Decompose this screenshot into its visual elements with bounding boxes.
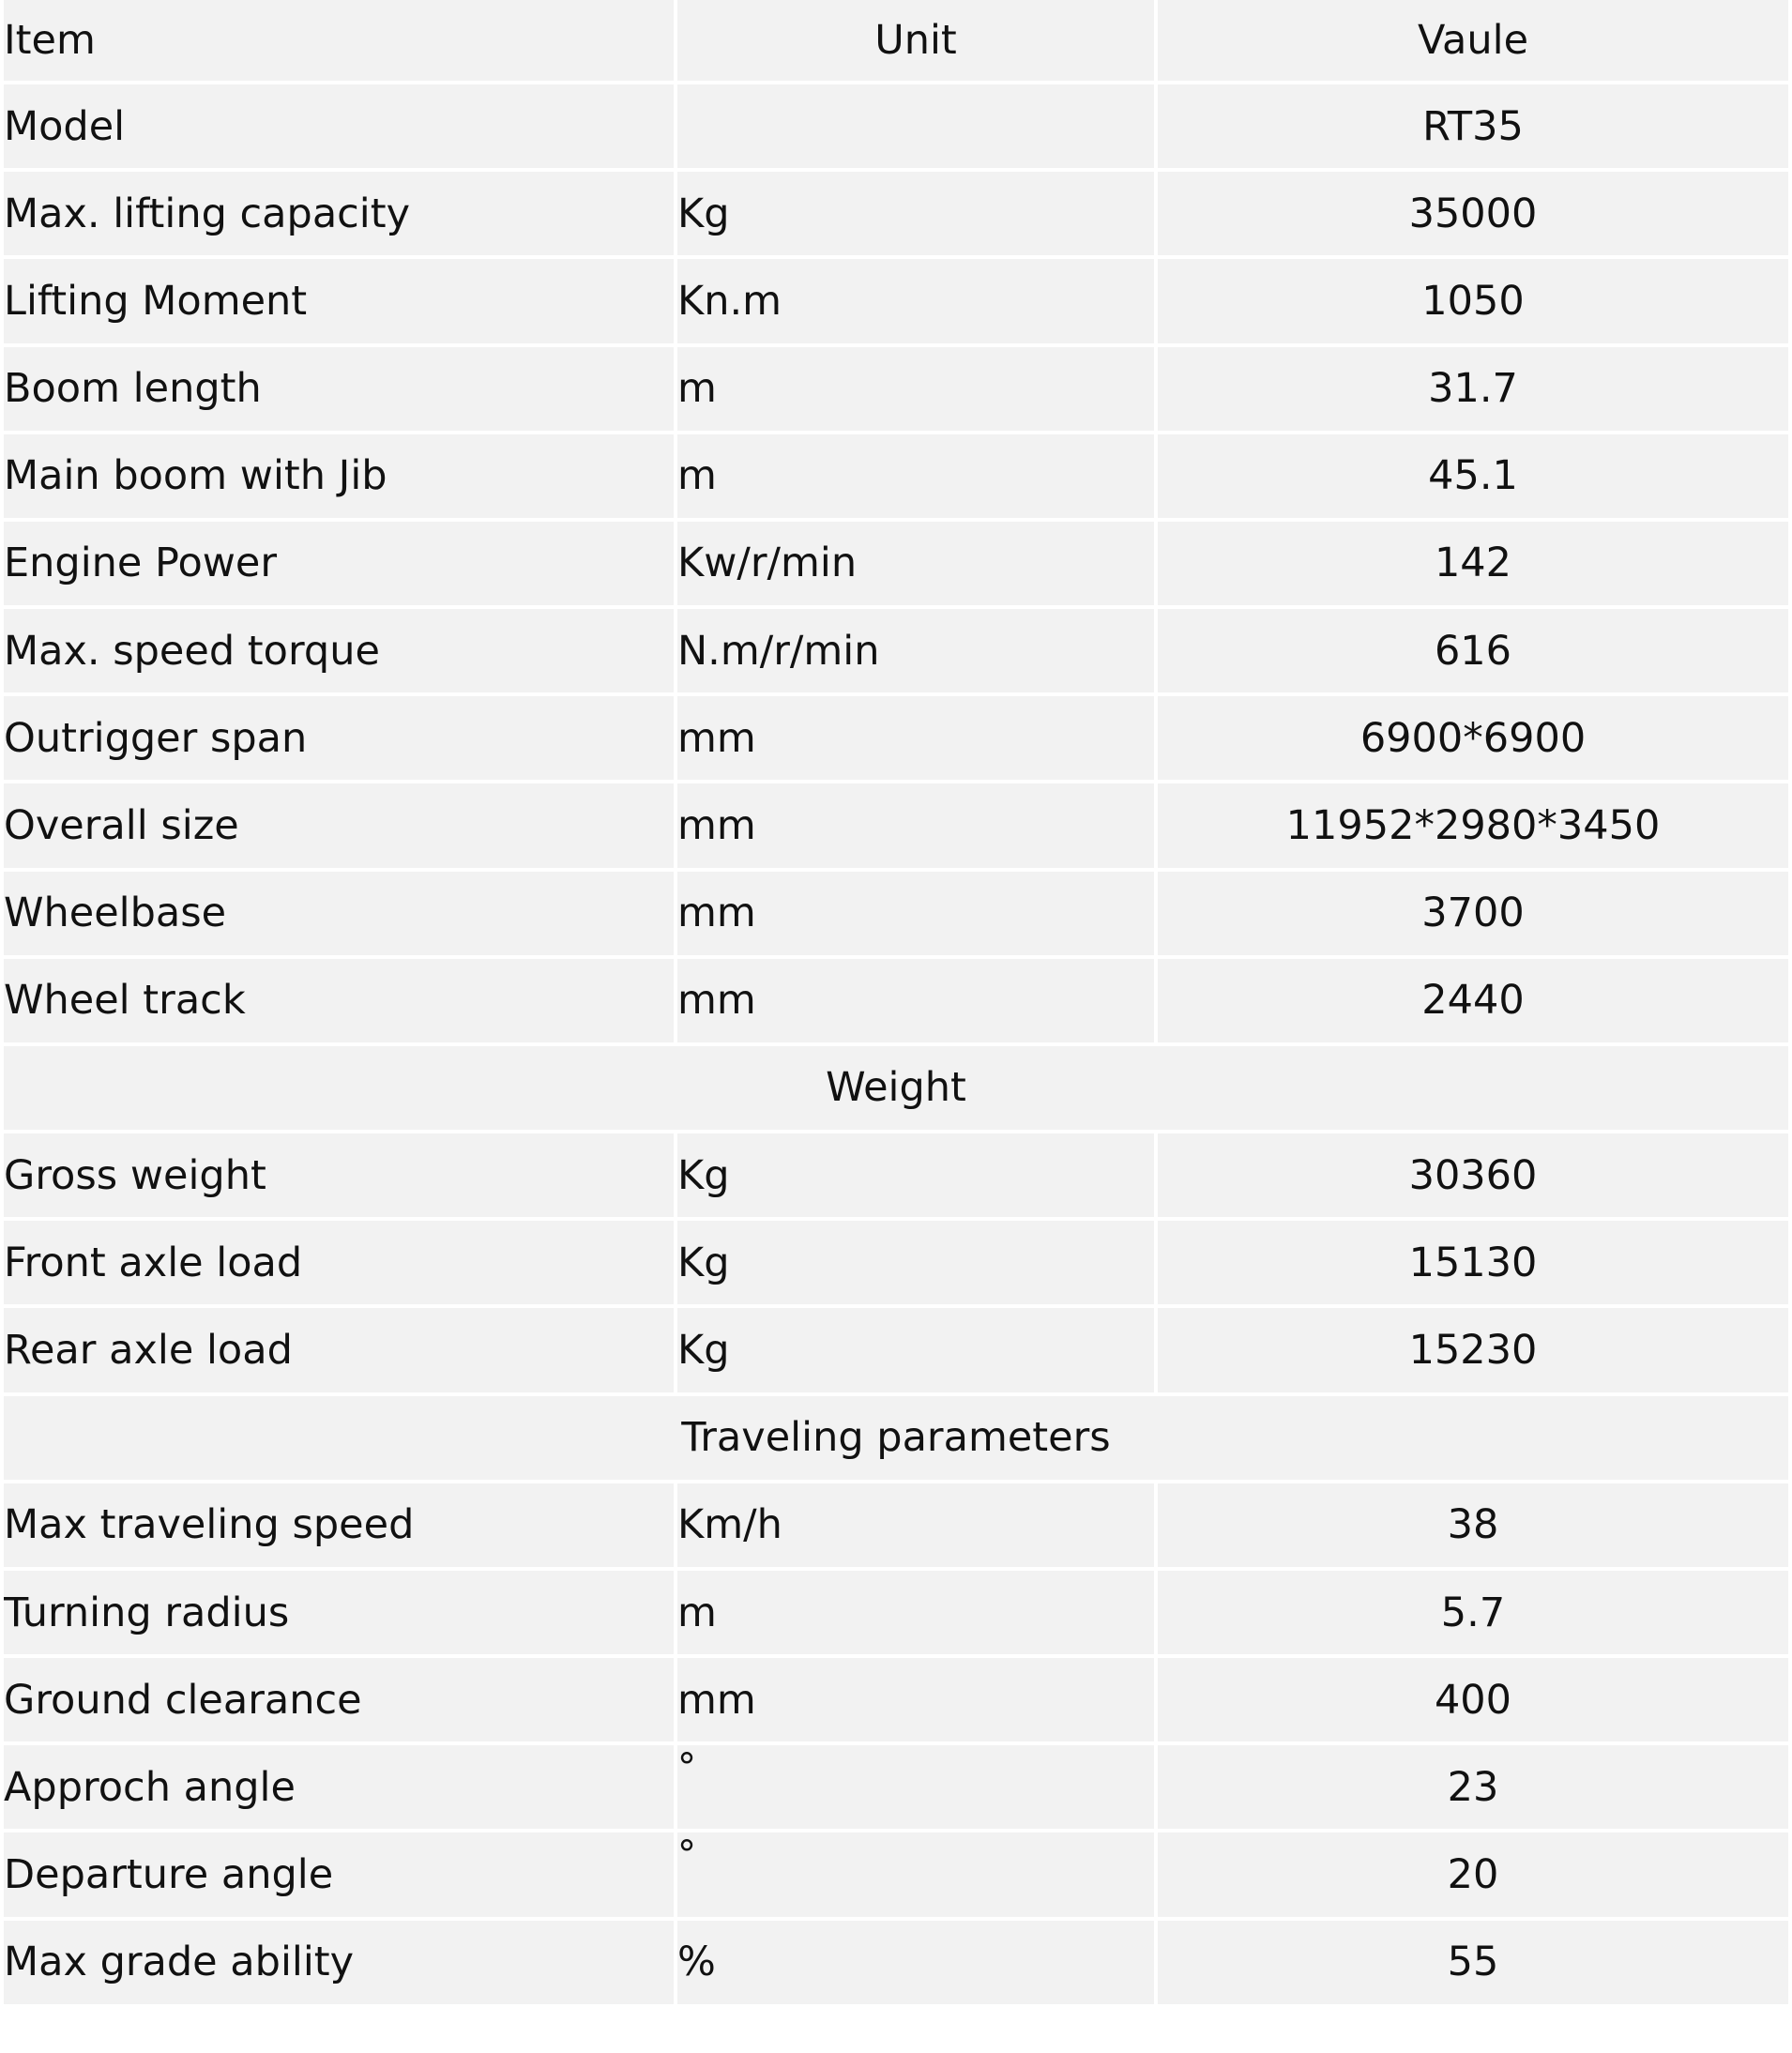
item-cell: Front axle load [4,1221,674,1308]
item-cell: Rear axle load [4,1308,674,1395]
table-row [4,959,1788,1046]
value-cell: 1050 [1154,259,1788,346]
item-cell: Gross weight [4,1133,674,1221]
table-row [4,609,1788,696]
item-cell: Outrigger span [4,696,674,783]
unit-cell: mm [674,696,1154,783]
unit-cell: m [674,1571,1154,1658]
unit-cell: mm [674,872,1154,959]
item-cell: Wheel track [4,959,674,1046]
table-row [4,172,1788,259]
specification-table [4,0,1788,2008]
value-cell: 15230 [1154,1308,1788,1395]
value-cell: 23 [1154,1745,1788,1832]
table-row [4,522,1788,609]
item-cell: Engine Power [4,522,674,609]
unit-cell: Kn.m [674,259,1154,346]
header-row [4,0,1788,84]
item-cell: Ground clearance [4,1658,674,1745]
unit-cell: N.m/r/min [674,609,1154,696]
value-cell: 2440 [1154,959,1788,1046]
table-row [4,1658,1788,1745]
unit-cell [674,1832,1154,1920]
section-label: Weight [4,1046,1788,1133]
value-cell: RT35 [1154,84,1788,172]
value-cell: 142 [1154,522,1788,609]
unit-cell: Kg [674,1133,1154,1221]
unit-cell [674,84,1154,172]
item-cell: Turning radius [4,1571,674,1658]
section-row [4,1396,1788,1483]
item-cell: Approch angle [4,1745,674,1832]
value-cell: 6900*6900 [1154,696,1788,783]
table-row [4,1308,1788,1395]
table-row [4,1133,1788,1221]
unit-cell: Kw/r/min [674,522,1154,609]
column-header-item: Item [4,0,674,84]
value-cell: 55 [1154,1921,1788,2008]
table-row [4,259,1788,346]
item-cell: Model [4,84,674,172]
table-row [4,783,1788,871]
section-row [4,1046,1788,1133]
value-cell: 400 [1154,1658,1788,1745]
unit-cell [674,1745,1154,1832]
item-cell: Wheelbase [4,872,674,959]
unit-cell: Kg [674,1308,1154,1395]
table-row [4,347,1788,434]
unit-cell: mm [674,959,1154,1046]
item-cell: Max. lifting capacity [4,172,674,259]
value-cell: 3700 [1154,872,1788,959]
table-row [4,872,1788,959]
item-cell: Lifting Moment [4,259,674,346]
item-cell: Main boom with Jib [4,434,674,522]
value-cell: 20 [1154,1832,1788,1920]
degree-unit: ° [677,1833,696,1878]
value-cell: 5.7 [1154,1571,1788,1658]
unit-cell: m [674,434,1154,522]
unit-cell: mm [674,1658,1154,1745]
item-cell: Departure angle [4,1832,674,1920]
table-row [4,1221,1788,1308]
unit-cell: Kg [674,172,1154,259]
table-row [4,84,1788,172]
unit-cell: Km/h [674,1483,1154,1571]
value-cell: 30360 [1154,1133,1788,1221]
value-cell: 38 [1154,1483,1788,1571]
item-cell: Max. speed torque [4,609,674,696]
table-row [4,1745,1788,1832]
item-cell: Max grade ability [4,1921,674,2008]
table-row [4,1483,1788,1571]
unit-cell: mm [674,783,1154,871]
table-body [4,84,1788,2008]
column-header-value: Vaule [1154,0,1788,84]
table-row [4,1832,1788,1920]
value-cell: 616 [1154,609,1788,696]
table-row [4,1921,1788,2008]
degree-unit: ° [677,1745,696,1789]
unit-cell: Kg [674,1221,1154,1308]
value-cell: 45.1 [1154,434,1788,522]
value-cell: 35000 [1154,172,1788,259]
value-cell: 11952*2980*3450 [1154,783,1788,871]
table-row [4,696,1788,783]
value-cell: 15130 [1154,1221,1788,1308]
item-cell: Boom length [4,347,674,434]
column-header-unit: Unit [674,0,1154,84]
section-label: Traveling parameters [4,1396,1788,1483]
unit-cell: % [674,1921,1154,2008]
table-row [4,1571,1788,1658]
value-cell: 31.7 [1154,347,1788,434]
table-row [4,434,1788,522]
unit-cell: m [674,347,1154,434]
item-cell: Max traveling speed [4,1483,674,1571]
item-cell: Overall size [4,783,674,871]
